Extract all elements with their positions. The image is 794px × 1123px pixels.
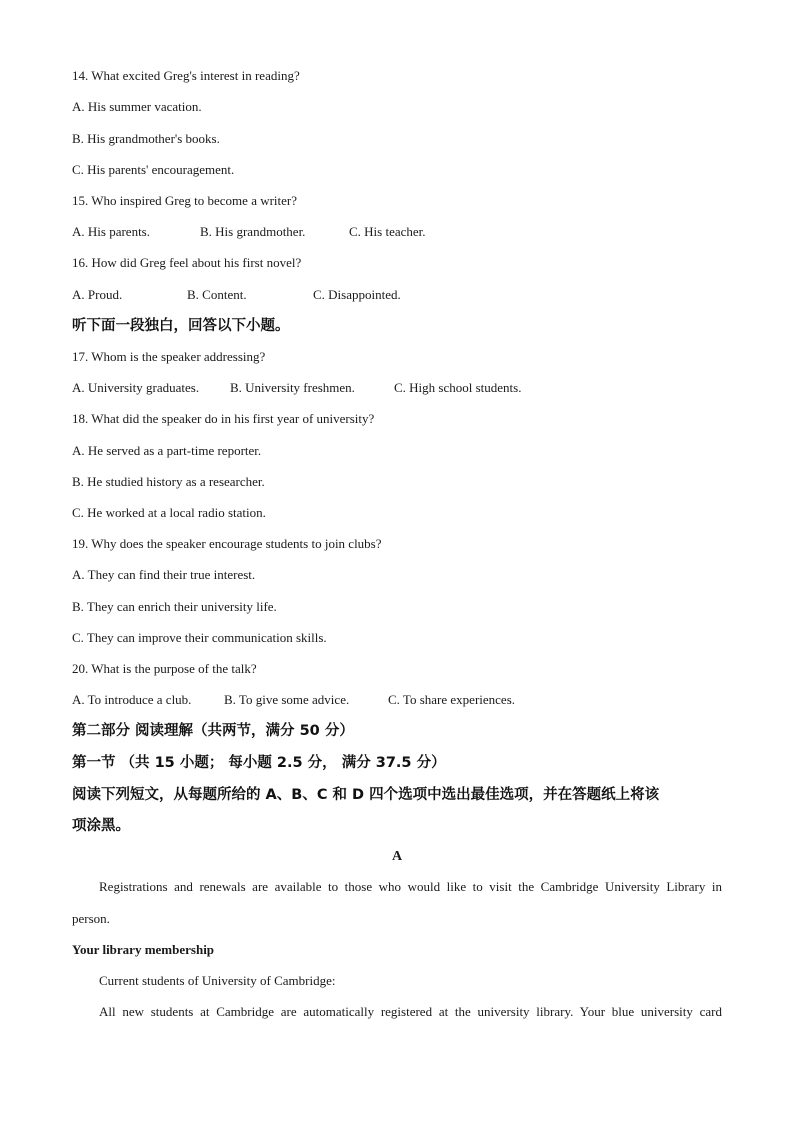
q19-option-c: C. They can improve their communication skills. <box>72 630 327 645</box>
q15-option-a: A. His parents. <box>72 224 150 239</box>
q15-option-b: B. His grandmother. <box>200 224 306 239</box>
question-19: 19. Why does the speaker encourage students to join clubs? <box>72 536 382 551</box>
passage-paragraph-1-line-1: Registrations and renewals are available to those who would like to visit the Cambridge University Library in <box>99 879 722 894</box>
part2-heading: 第二部分 阅读理解（共两节，满分 50 分） <box>72 723 354 739</box>
q15-option-c: C. His teacher. <box>349 224 426 239</box>
q20-options <box>72 692 515 708</box>
question-20: 20. What is the purpose of the talk? <box>72 661 257 676</box>
q19-option-b: B. They can enrich their university life. <box>72 599 277 614</box>
question-15: 15. Who inspired Greg to become a writer? <box>72 193 298 208</box>
q17-options <box>72 380 522 396</box>
passage-paragraph-2-line-1: All new students at Cambridge are automatically registered at the university library. Your blue university card <box>99 1004 722 1019</box>
q17-option-c: C. High school students. <box>394 380 522 395</box>
q14-option-c: C. His parents' encouragement. <box>72 162 235 177</box>
passage-paragraph-1-line-2: person. <box>72 911 110 926</box>
section1-heading: 第一节 （共 15 小题； 每小题 2.5 分， 满分 37.5 分） <box>72 755 446 771</box>
q19-option-a: A. They can find their true interest. <box>72 567 256 582</box>
instruction-line-2: 项涂黑。 <box>72 818 130 834</box>
instruction-line-1: 阅读下列短文，从每题所给的 A、B、C 和 D 四个选项中选出最佳选项，并在答题纸上将该 <box>72 787 660 803</box>
question-14: 14. What excited Greg's interest in reading? <box>72 68 300 83</box>
q20-option-b: B. To give some advice. <box>224 692 350 707</box>
q16-option-c: C. Disappointed. <box>313 287 401 302</box>
q17-option-b: B. University freshmen. <box>230 380 355 395</box>
q18-option-c: C. He worked at a local radio station. <box>72 505 266 520</box>
question-18: 18. What did the speaker do in his first year of university? <box>72 411 375 426</box>
q14-option-a: A. His summer vacation. <box>72 99 202 114</box>
q20-option-c: C. To share experiences. <box>388 692 515 707</box>
question-16: 16. How did Greg feel about his first novel? <box>72 255 302 270</box>
membership-heading: Your library membership <box>72 942 215 957</box>
q18-option-a: A. He served as a part-time reporter. <box>72 443 262 458</box>
q20-option-a: A. To introduce a club. <box>72 692 192 707</box>
question-17: 17. Whom is the speaker addressing? <box>72 349 266 364</box>
q14-option-b: B. His grandmother's books. <box>72 131 220 146</box>
q18-option-b: B. He studied history as a researcher. <box>72 474 265 489</box>
q16-options <box>72 287 401 303</box>
q17-option-a: A. University graduates. <box>72 380 200 395</box>
q16-option-b: B. Content. <box>187 287 247 302</box>
monologue-heading: 听下面一段独白，回答以下小题。 <box>72 318 290 334</box>
q15-options <box>72 224 426 240</box>
passage-letter: A <box>391 849 403 864</box>
current-students-label: Current students of University of Cambridge: <box>99 973 336 988</box>
q16-option-a: A. Proud. <box>72 287 123 302</box>
